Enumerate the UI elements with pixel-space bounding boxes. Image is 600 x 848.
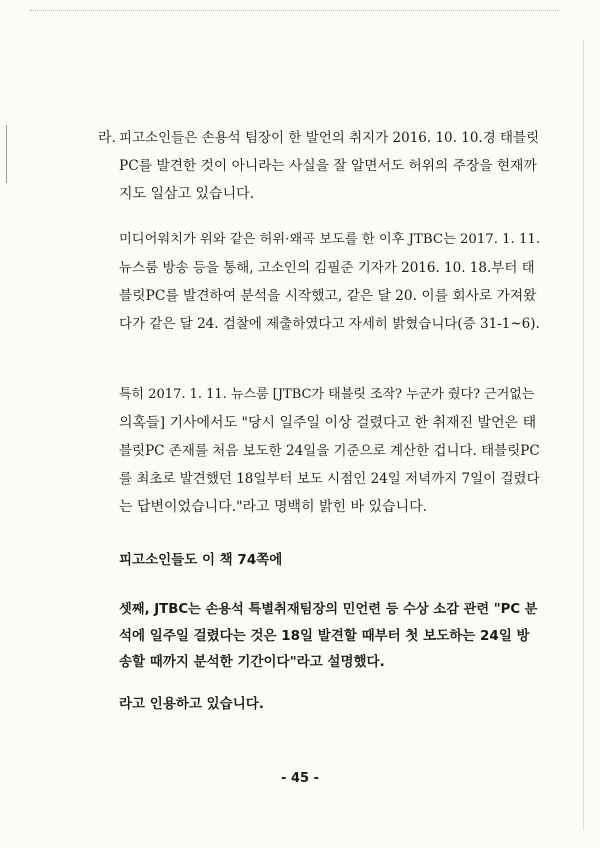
paragraph-line: 지도 일삼고 있습니다. [119, 186, 255, 202]
paragraph-line: 는 답변이었습니다."라고 명백히 밝힌 바 있습니다. [119, 499, 428, 515]
scan-right-edge [583, 40, 584, 830]
paragraph-line: 블릿PC 존재를 처음 보도한 24일을 기준으로 계산한 겁니다. 태블릿PC [119, 443, 540, 459]
paragraph-3 [119, 381, 540, 521]
paragraph-line: 미디어워치가 위와 같은 허위·왜곡 보도를 한 이후 JTBC는 2017. 1. 11. [119, 232, 541, 247]
paragraph-line: 의혹들] 기사에서도 "당시 일주일 이상 걸렸다고 한 취재진 발언은 태 [119, 415, 537, 431]
quote-line: 석에 일주일 걸렸다는 것은 18일 발견할 때부터 첫 보도하는 24일 방 [119, 628, 530, 644]
scan-edge-mark [6, 125, 7, 183]
paragraph-2 [119, 226, 540, 338]
item-marker: 라. [98, 130, 116, 146]
bold-intro: 피고소인들도 이 책 74쪽에 [119, 552, 283, 568]
scan-top-line [30, 10, 560, 11]
paragraph-1 [119, 124, 540, 208]
quote-line: 송할 때까지 분석한 기간이다"라고 설명했다. [119, 654, 385, 670]
page-number: - 45 - [281, 771, 319, 786]
bold-outro: 라고 인용하고 있습니다. [119, 696, 264, 712]
book-quote [119, 597, 544, 675]
paragraph-line: 블릿PC를 발견하여 분석을 시작했고, 같은 달 20. 이를 회사로 가져왔 [119, 288, 537, 304]
paragraph-line: 다가 같은 달 24. 검찰에 제출하였다고 자세히 밝혔습니다(증 31-1~6). [119, 316, 540, 332]
paragraph-line: 뉴스룸 방송 등을 통해, 고소인의 김필준 기자가 2016. 10. 18.부터 태 [119, 260, 535, 276]
paragraph-line: 를 최초로 발견했던 18일부터 보도 시점인 24일 저녁까지 7일이 걸렸다 [119, 471, 540, 487]
quote-line: 셋째, JTBC는 손용석 특별취재팀장의 민언련 등 수상 소감 관련 "PC 분 [119, 602, 538, 617]
paragraph-line: PC를 발견한 것이 아니라는 사실을 잘 알면서도 허위의 주장을 현재까 [119, 158, 537, 174]
paragraph-line: 피고소인들은 손용석 팀장이 한 발언의 취지가 2016. 10. 10.경 태블릿 [119, 130, 540, 146]
paragraph-line: 특히 2017. 1. 11. 뉴스룸 [JTBC가 태블릿 조작? 누군가 줬다? 근거없는 [119, 387, 535, 402]
